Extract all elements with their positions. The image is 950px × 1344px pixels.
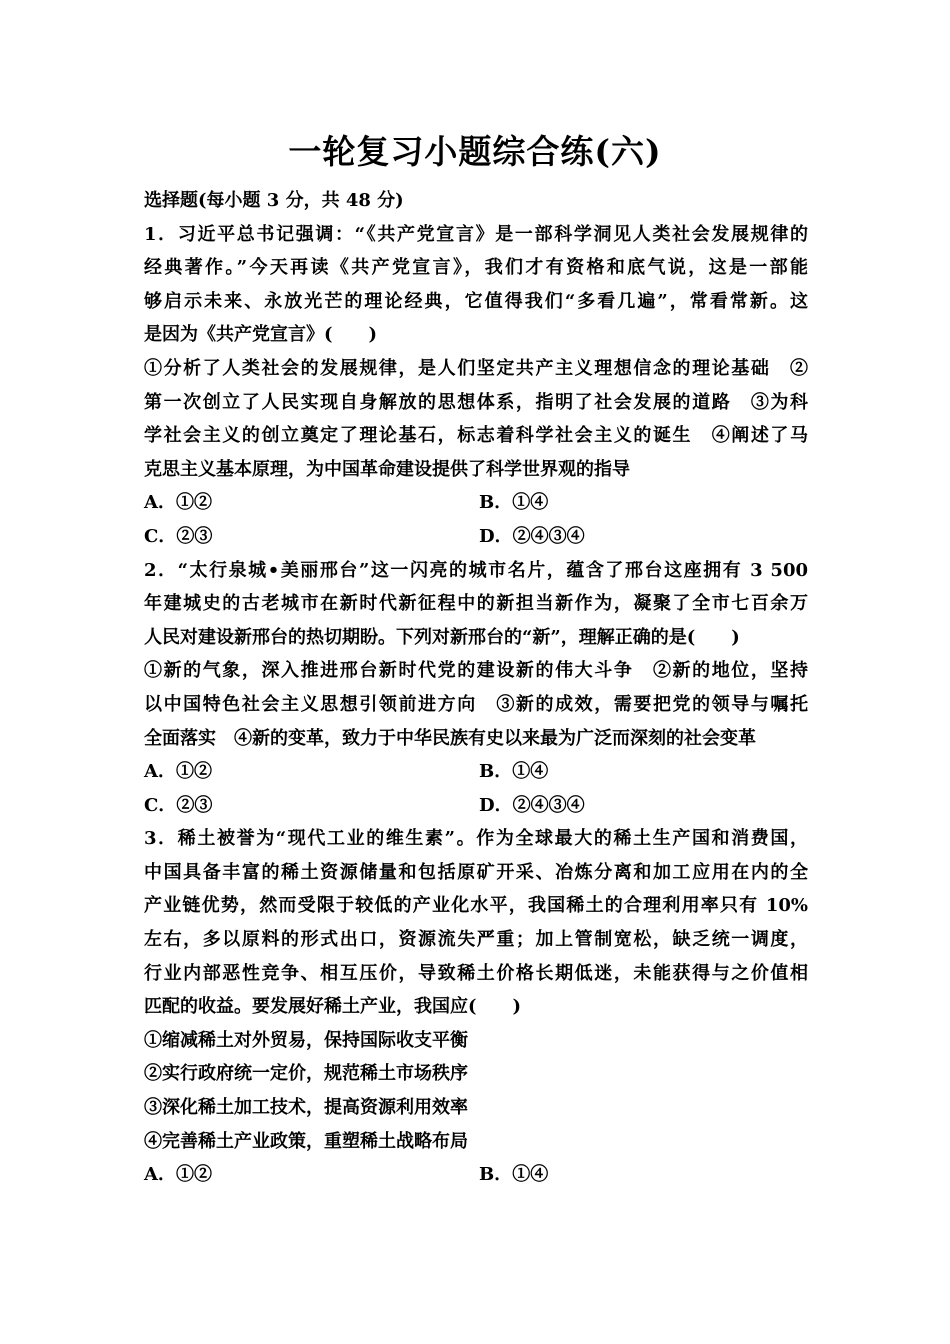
question-2 (144, 554, 808, 823)
option-b: B．①④ (479, 1164, 549, 1186)
question-stem-line: 3．稀土被誉为“现代工业的维生素”。作为全球最大的稀土生产国和消费国， (144, 828, 808, 850)
question-stem-line: 人民对建设新邢台的热切期盼。下列对新邢台的“新”，理解正确的是( ) (144, 626, 740, 648)
question-stem-line: 年建城史的古老城市在新时代新征程中的新担当新作为，凝聚了全市七百余万 (144, 593, 808, 615)
options-row (144, 755, 808, 789)
statement-line: 学社会主义的创立奠定了理论基石，标志着科学社会主义的诞生 ④阐述了马 (144, 425, 808, 447)
option-a: A．①② (144, 492, 212, 514)
statement-line: ①缩减稀土对外贸易，保持国际收支平衡 (144, 1029, 468, 1051)
option-b: B．①④ (479, 492, 549, 514)
option-c: C．②③ (144, 794, 213, 816)
question-stem-line: 左右，多以原料的形式出口，资源流失严重；加上管制宽松，缺乏统一调度， (144, 929, 808, 951)
question-stem-line: 1．习近平总书记强调：“《共产党宣言》是一部科学洞见人类社会发展规律的 (144, 223, 808, 245)
option-d: D．②④③④ (479, 525, 585, 547)
statement-line: 以中国特色社会主义思想引领前进方向 ③新的成效，需要把党的领导与嘱托 (144, 693, 808, 715)
question-1 (144, 218, 808, 554)
question-stem-line: 经典著作。”今天再读《共产党宣言》，我们才有资格和底气说，这是一部能 (144, 257, 808, 279)
statement-line: 克思主义基本原理，为中国革命建设提供了科学世界观的指导 (144, 458, 630, 480)
options-row (144, 486, 808, 520)
option-b: B．①④ (479, 761, 549, 783)
question-stem-line: 中国具备丰富的稀土资源储量和包括原矿开采、冶炼分离和加工应用在内的全 (144, 861, 808, 883)
options-row (144, 789, 808, 823)
statement-line: ②实行政府统一定价，规范稀土市场秩序 (144, 1063, 468, 1085)
statement-line: 第一次创立了人民实现自身解放的思想体系，指明了社会发展的道路 ③为科 (144, 391, 808, 413)
question-stem-line: 是因为《共产党宣言》( ) (144, 324, 378, 346)
section-heading: 选择题(每小题 3 分，共 48 分) (144, 190, 404, 211)
question-stem-line: 行业内部恶性竞争、相互压价，导致稀土价格长期低迷，未能获得与之价值相 (144, 962, 808, 984)
question-stem-line: 够启示未来、永放光芒的理论经典，它值得我们“多看几遍”，常看常新。这 (144, 290, 808, 312)
options-row (144, 520, 808, 554)
option-c: C．②③ (144, 525, 213, 547)
question-stem-line: 2．“太行泉城•美丽邢台”这一闪亮的城市名片，蕴含了邢台这座拥有 3 500 (144, 559, 808, 581)
question-stem-line: 匹配的收益。要发展好稀土产业，我国应( ) (144, 996, 522, 1018)
option-d: D．②④③④ (479, 794, 585, 816)
question-3 (144, 822, 808, 1192)
page-title: 一轮复习小题综合练(六) (288, 132, 662, 171)
option-a: A．①② (144, 1164, 212, 1186)
question-list (144, 184, 808, 1192)
statement-line: 全面落实 ④新的变革，致力于中华民族有史以来最为广泛而深刻的社会变革 (144, 727, 756, 749)
option-a: A．①② (144, 761, 212, 783)
statement-line: ③深化稀土加工技术，提高资源利用效率 (144, 1097, 468, 1119)
statement-line: ①分析了人类社会的发展规律，是人们坚定共产主义理想信念的理论基础 ② (144, 357, 808, 379)
statement-line: ④完善稀土产业政策，重塑稀土战略布局 (144, 1130, 468, 1152)
statement-line: ①新的气象，深入推进邢台新时代党的建设新的伟大斗争 ②新的地位，坚持 (144, 660, 808, 682)
options-row (144, 1158, 808, 1192)
question-stem-line: 产业链优势，然而受限于较低的产业化水平，我国稀土的合理利用率只有 10% (144, 895, 808, 917)
